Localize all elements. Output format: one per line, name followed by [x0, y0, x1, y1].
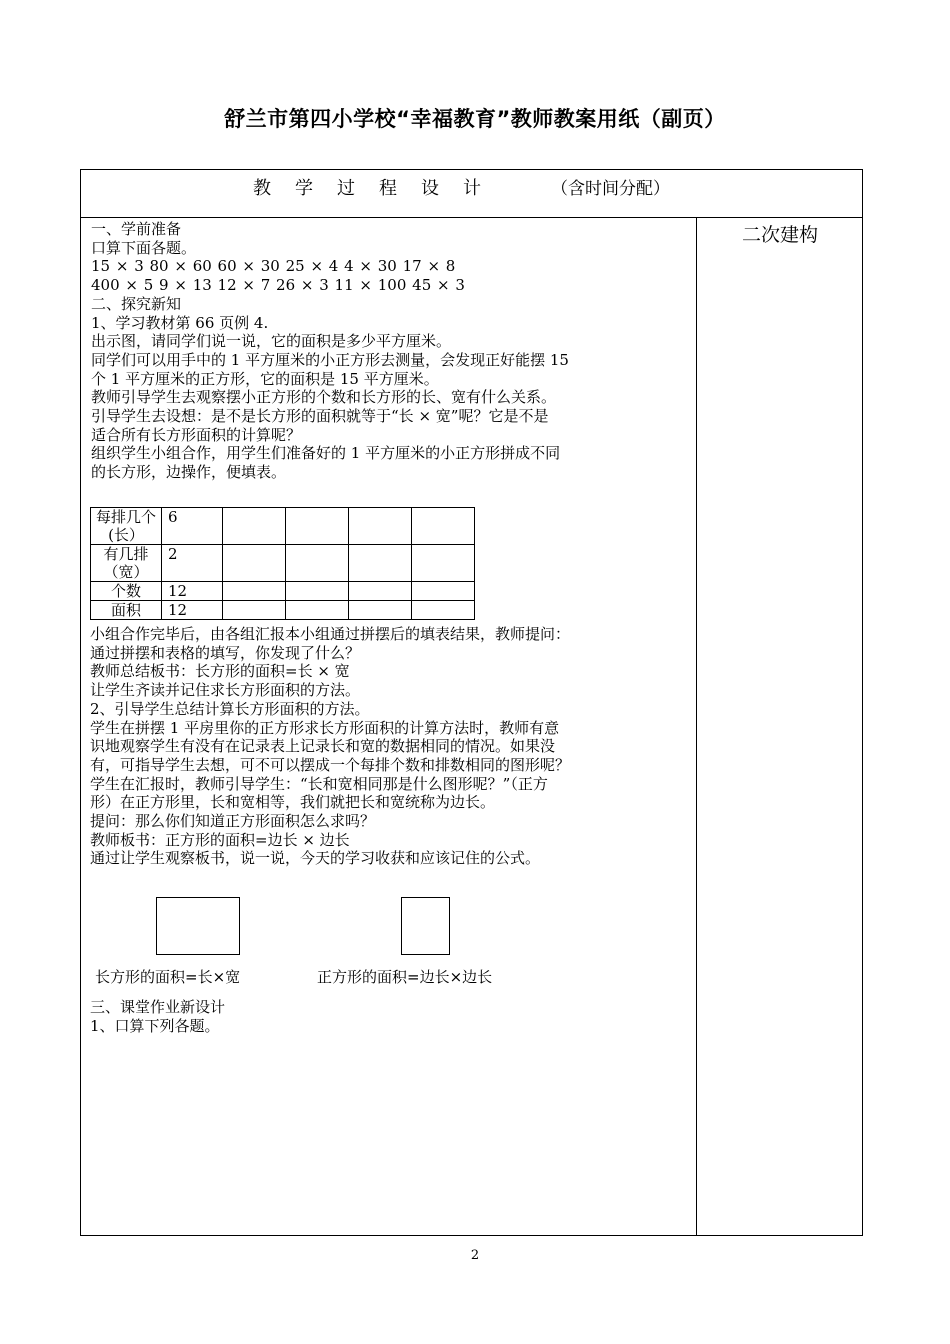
- empty-cell: [412, 508, 475, 545]
- lesson-body-continued: [90, 625, 690, 868]
- text-line: 教师总结板书：长方形的面积=长 × 宽: [90, 662, 350, 681]
- text-line: 教师板书：正方形的面积=边长 × 边长: [90, 830, 350, 849]
- row-label: 面积: [91, 601, 162, 620]
- row-label: 有几排（宽）: [91, 545, 162, 582]
- lesson-body: [91, 220, 691, 482]
- side-column-heading: 二次建构: [741, 224, 818, 246]
- section-heading: 三、课堂作业新设计: [90, 998, 226, 1016]
- text-line: 形）在正方形里，长和宽相等，我们就把长和宽统称为边长。: [90, 793, 496, 812]
- empty-cell: [286, 582, 349, 601]
- empty-cell: [286, 601, 349, 620]
- row-label: 个数: [91, 582, 162, 601]
- header-label: 教学过程设计: [253, 178, 505, 199]
- header-note: （含时间分配）: [551, 179, 670, 199]
- empty-cell: [223, 508, 286, 545]
- text-line: 让学生齐读并记住求长方形面积的方法。: [90, 681, 361, 700]
- empty-cell: [349, 545, 412, 582]
- table-row: [91, 545, 475, 582]
- record-table: [90, 507, 475, 620]
- text-line: 教师引导学生去观察摆小正方形的个数和长方形的长、宽有什么关系。: [91, 388, 557, 407]
- text-line: 通过让学生观察板书，说一说，今天的学习收获和应该记住的公式。: [90, 849, 541, 868]
- table-header-row: [81, 170, 862, 218]
- section-heading: 二、探究新知: [91, 294, 182, 313]
- text-line: 有，可指导学生去想，可不可以摆成一个每排个数和排数相同的图形呢？: [90, 755, 571, 774]
- empty-cell: [349, 508, 412, 545]
- text-line: 适合所有长方形面积的计算呢？: [91, 425, 302, 444]
- calc-row: 15 × 3 80 × 60 60 × 30 25 × 4 4 × 30 17 × 8: [91, 257, 456, 276]
- table-row: [91, 601, 475, 620]
- rectangle-area-formula: 长方形的面积=长×宽: [95, 968, 241, 986]
- text-line: 引导学生去设想：是不是长方形的面积就等于“长 × 宽”呢？它是不是: [91, 407, 549, 426]
- text-line: 通过拼摆和表格的填写，你发现了什么？: [90, 643, 361, 662]
- row-value: 2: [162, 545, 223, 582]
- empty-cell: [223, 601, 286, 620]
- empty-cell: [412, 601, 475, 620]
- homework-section: [90, 998, 225, 1035]
- text-line: 组织学生小组合作，用学生们准备好的 1 平方厘米的小正方形拼成不同: [91, 444, 561, 463]
- square-area-formula: 正方形的面积=边长×边长: [317, 968, 493, 986]
- empty-cell: [412, 545, 475, 582]
- text-line: 学生在拼摆 1 平房里你的正方形求长方形面积的计算方法时，教师有意: [90, 718, 560, 737]
- square-figure: [401, 897, 450, 955]
- empty-cell: [223, 582, 286, 601]
- text-line: 学生在汇报时，教师引导学生：“长和宽相同那是什么图形呢？”（正方: [90, 774, 548, 793]
- empty-cell: [223, 545, 286, 582]
- text-line: 出示图，请同学们说一说，它的面积是多少平方厘米。: [91, 332, 452, 351]
- rectangle-figure: [156, 897, 240, 955]
- table-row: [91, 508, 475, 545]
- empty-cell: [286, 545, 349, 582]
- text-line: 小组合作完毕后，由各组汇报本小组通过拼摆后的填表结果，教师提问：: [90, 625, 571, 643]
- section-heading: 一、学前准备: [91, 220, 182, 238]
- text-line: 1、口算下列各题。: [90, 1016, 220, 1035]
- page-number: 2: [470, 1248, 480, 1263]
- calc-row: 400 × 5 9 × 13 12 × 7 26 × 3 11 × 100 45 × 3: [91, 276, 465, 295]
- row-value: 6: [162, 508, 223, 545]
- empty-cell: [412, 582, 475, 601]
- empty-cell: [286, 508, 349, 545]
- text-line: 同学们可以用手中的 1 平方厘米的小正方形去测量，会发现正好能摆 15: [91, 350, 569, 369]
- text-line: 提问：那么你们知道正方形面积怎么求吗？: [90, 812, 376, 831]
- row-label: 每排几个(长）: [91, 508, 162, 545]
- column-divider: [696, 217, 697, 1236]
- empty-cell: [349, 601, 412, 620]
- table-row: [91, 582, 475, 601]
- row-value: 12: [162, 582, 223, 601]
- text-line: 口算下面各题。: [91, 238, 197, 257]
- text-line: 识地观察学生有没有在记录表上记录长和宽的数据相同的情况。如果没: [90, 737, 556, 756]
- page-title: 舒兰市第四小学校“幸福教育”教师教案用纸（副页）: [224, 107, 726, 131]
- text-line: 1、学习教材第 66 页例 4.: [91, 313, 269, 332]
- text-line: 2、引导学生总结计算长方形面积的方法。: [90, 699, 370, 718]
- empty-cell: [349, 582, 412, 601]
- text-line: 个 1 平方厘米的正方形，它的面积是 15 平方厘米。: [91, 369, 439, 388]
- row-value: 12: [162, 601, 223, 620]
- text-line: 的长方形，边操作，便填表。: [91, 463, 287, 482]
